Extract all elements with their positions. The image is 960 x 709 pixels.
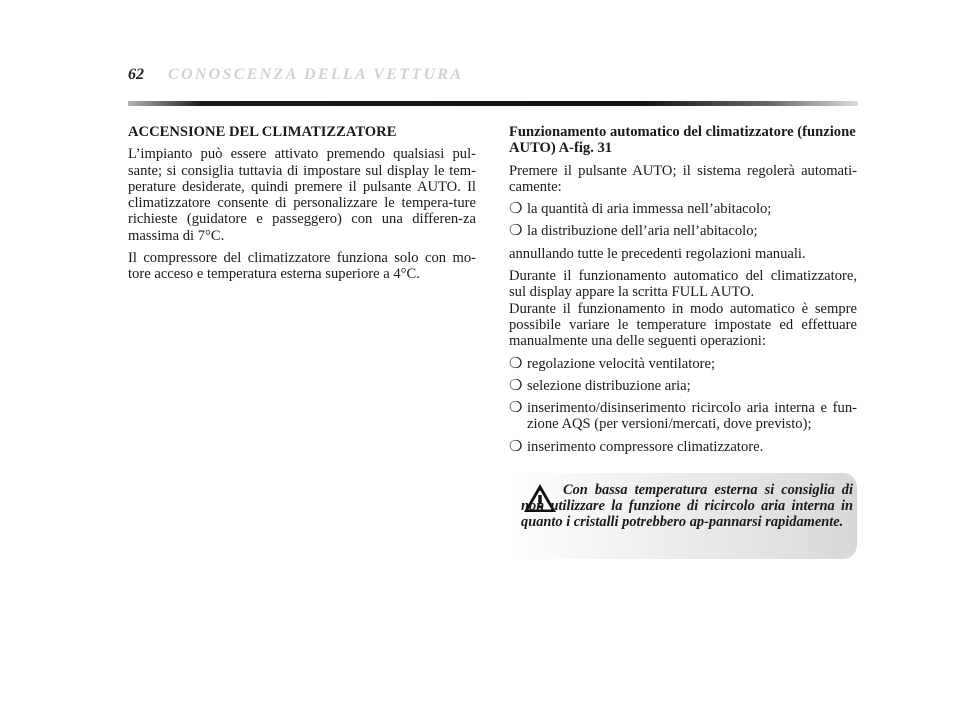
list-item-text: inserimento compressore climatizzatore. <box>527 438 764 455</box>
list-item <box>509 223 857 239</box>
bullet-icon: ❍ <box>509 201 523 218</box>
bullet-icon: ❍ <box>509 438 523 455</box>
bullet-list <box>509 356 857 455</box>
body-paragraph: Il compressore del climatizzatore funziona solo con mo-tore acceso e temperatura esterna superiore a 4°C. <box>128 250 476 283</box>
body-paragraph: L’impianto può essere attivato premendo qualsiasi pul-sante; si consiglia tuttavia di impostare sul display le tem-perature desiderate, quindi premere il pulsante AUTO. Il climatizzatore consente di personalizzare le tempera-ture richieste (guidatore e passeggero) con una differen-za massima di 7°C. <box>128 146 476 244</box>
bullet-icon: ❍ <box>509 377 523 394</box>
section-title: CONOSCENZA DELLA VETTURA <box>168 66 464 83</box>
warning-box <box>509 473 857 559</box>
body-paragraph: Durante il funzionamento automatico del climatizzatore, sul display appare la scritta FULL AUTO. <box>509 268 857 301</box>
list-item-text: inserimento/disinserimento ricircolo aria interna e fun-zione AQS (per versioni/mercati, dove previsto); <box>527 400 857 433</box>
list-item-text: regolazione velocità ventilatore; <box>527 355 716 372</box>
list-item-text: la quantità di aria immessa nell’abitacolo; <box>527 201 772 218</box>
body-paragraph: Durante il funzionamento in modo automatico è sempre possibile variare le temperature impostate ed effettuare manualmente una delle seguenti operazioni: <box>509 300 857 350</box>
left-column <box>128 124 476 289</box>
bullet-list <box>509 201 857 240</box>
bullet-icon: ❍ <box>509 223 523 240</box>
warning-text: Con bassa temperatura esterna si consiglia di non utilizzare la funzione di ricircolo aria interna in quanto i cristalli potrebbero ap-pannarsi rapidamente. <box>521 482 853 531</box>
list-item <box>509 439 857 455</box>
list-item <box>509 356 857 372</box>
bullet-icon: ❍ <box>509 355 523 372</box>
section-heading: ACCENSIONE DEL CLIMATIZZATORE <box>128 124 397 140</box>
body-paragraph: annullando tutte le precedenti regolazioni manuali. <box>509 245 806 262</box>
right-column <box>509 124 857 461</box>
header-divider <box>128 101 858 106</box>
list-item <box>509 400 857 433</box>
bullet-icon: ❍ <box>509 400 523 417</box>
list-item-text: la distribuzione dell’aria nell’abitacolo; <box>527 223 758 240</box>
page-header <box>128 66 868 88</box>
section-heading: Funzionamento automatico del climatizzatore (funzione AUTO) A-fig. 31 <box>509 124 856 157</box>
body-paragraph: Premere il pulsante AUTO; il sistema regolerà automati-camente: <box>509 162 857 195</box>
list-item-text: selezione distribuzione aria; <box>527 377 691 394</box>
page-number: 62 <box>128 66 144 83</box>
list-item <box>509 378 857 394</box>
list-item <box>509 201 857 217</box>
